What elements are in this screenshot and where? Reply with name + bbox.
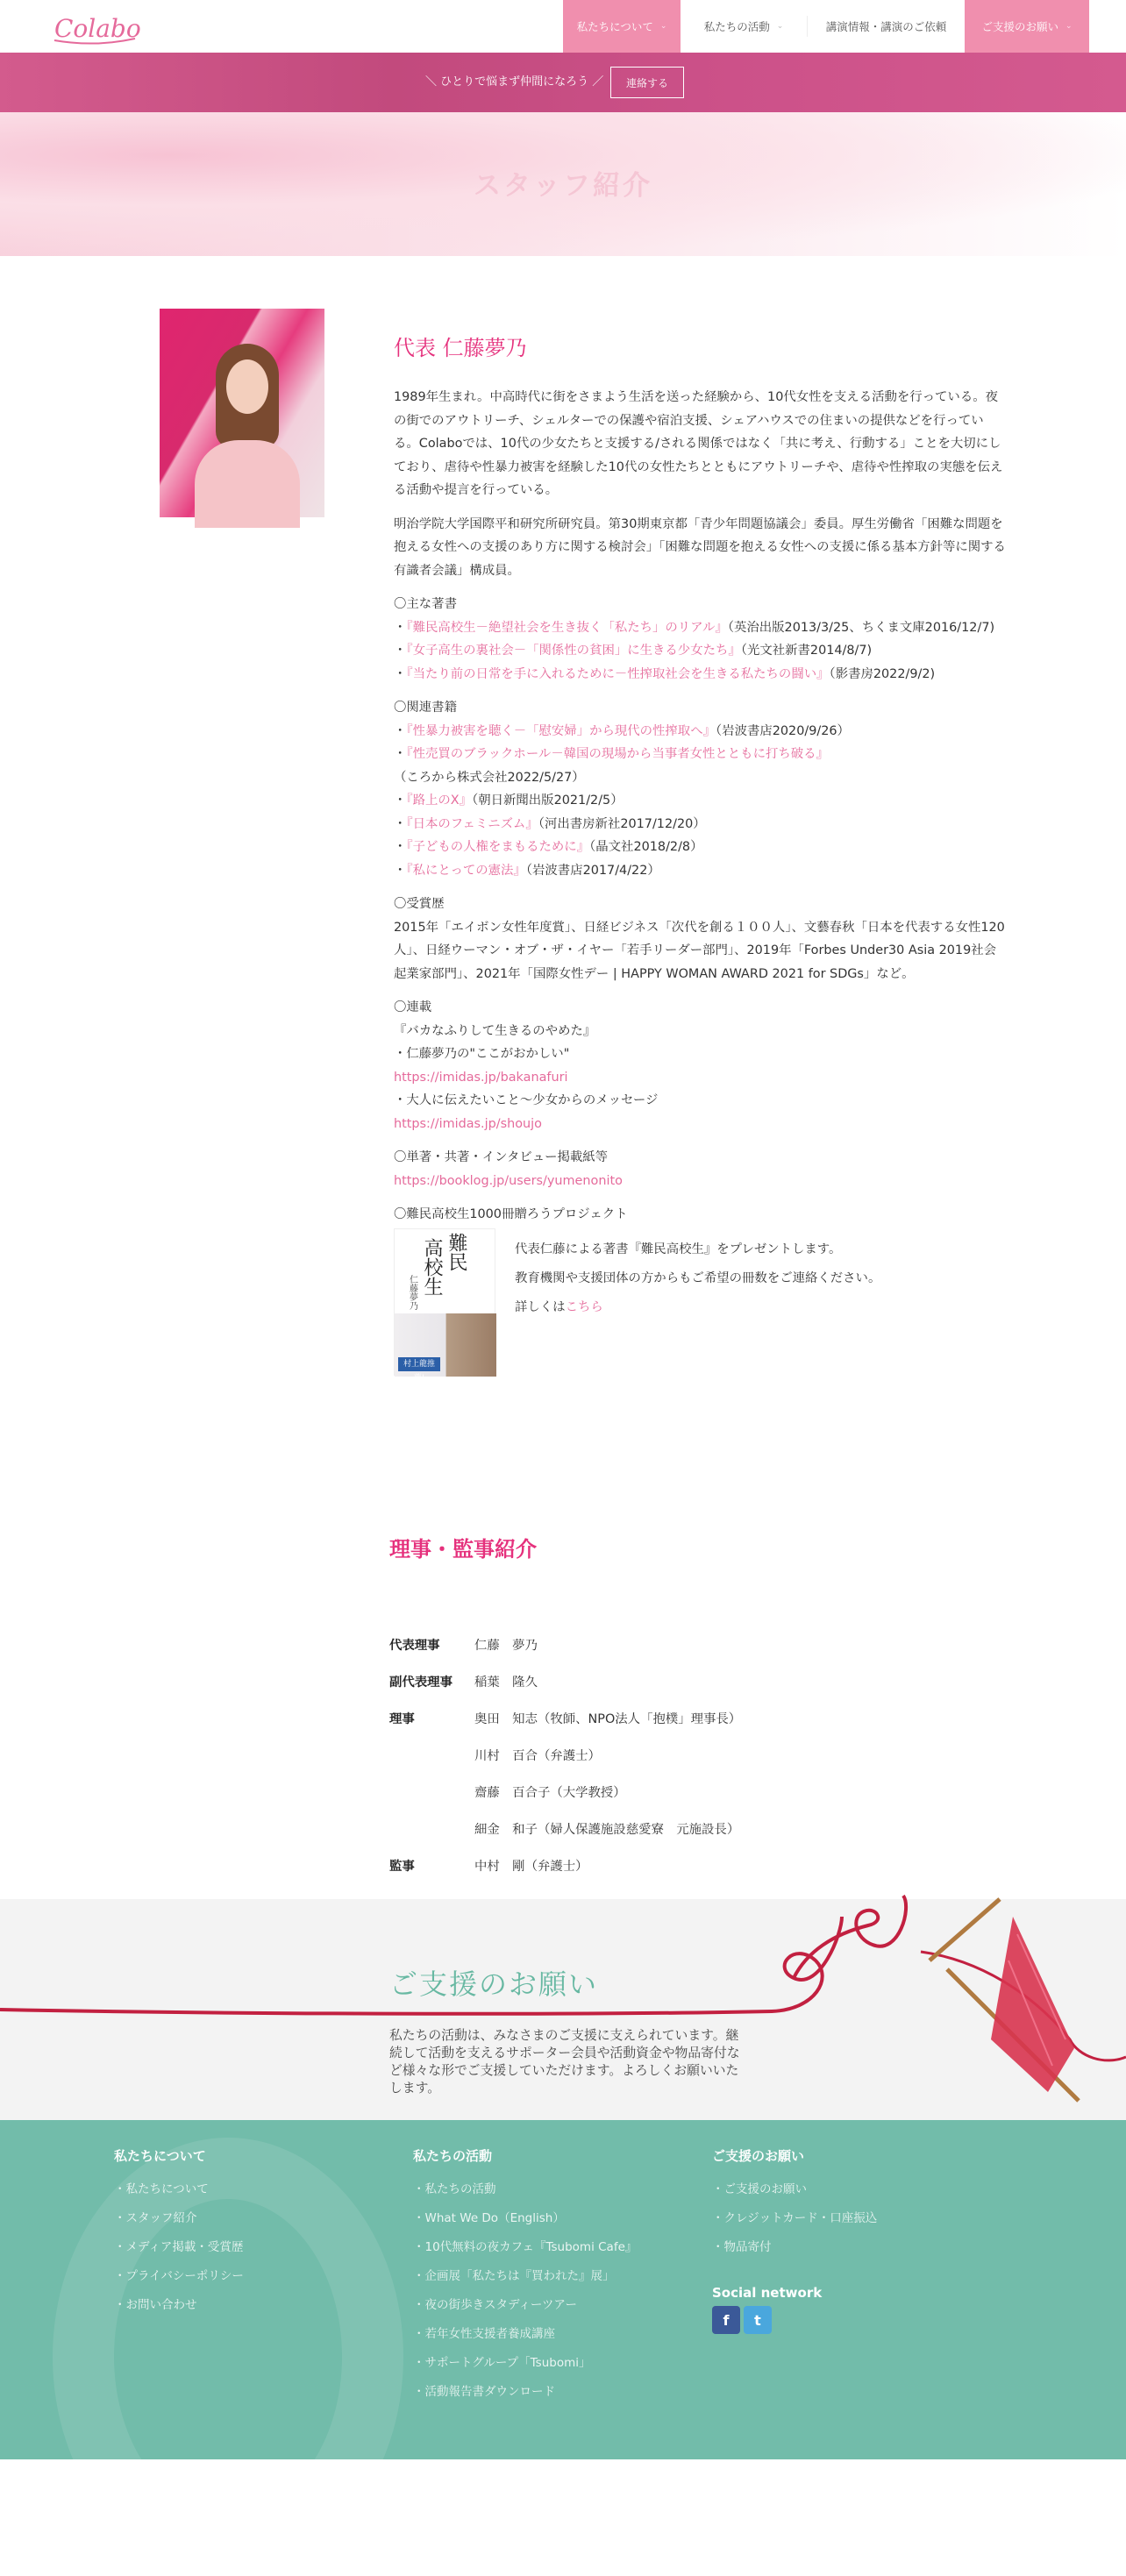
board-role: 監事	[389, 1859, 415, 1874]
nav-activities-label: 私たちの活動	[703, 20, 770, 33]
footer-link[interactable]: ・夜の街歩きスタディーツアー	[413, 2298, 577, 2312]
project-row	[394, 1225, 1008, 1383]
page-hero	[0, 112, 1126, 256]
footer-link[interactable]: ・私たちについて	[114, 2182, 209, 2196]
facebook-icon[interactable]: f	[712, 2306, 740, 2334]
footer-support-title: ご支援のお願い	[712, 2148, 805, 2164]
footer-link[interactable]: ・活動報告書ダウンロード	[413, 2385, 555, 2399]
book-note: （光文社新書2014/8/7)	[740, 644, 873, 658]
booklog-link[interactable]: https://booklog.jp/users/yumenonito	[394, 1173, 623, 1188]
support-banner[interactable]	[0, 1899, 1126, 2120]
chevron-down-icon: ⌄	[1065, 22, 1073, 31]
board-role: 理事	[389, 1711, 415, 1726]
related-note: （晶文社2018/2/8）	[589, 840, 703, 854]
footer-link[interactable]: ・企画展「私たちは『買われた』展」	[413, 2269, 615, 2283]
book-item: ・『当たり前の日常を手に入れるために－性搾取社会を生きる私たちの闘い』（影書房2022/9/2)	[394, 666, 936, 681]
book-cover-title-a: 難民	[445, 1232, 467, 1271]
social-links	[712, 2306, 877, 2334]
board-row	[389, 1626, 741, 1662]
related-link[interactable]: 『路上のX』	[406, 793, 473, 808]
related-heading: 〇関連書籍	[394, 701, 457, 715]
nav-activities[interactable]	[681, 0, 807, 53]
board-member: 齋藤 百合子（大学教授）	[474, 1785, 626, 1800]
book-cover-badge: 村上龍推薦!	[398, 1357, 440, 1371]
nav-support-label: ご支援のお願い	[981, 20, 1058, 33]
nav-about[interactable]	[563, 0, 681, 53]
chevron-down-icon: ⌄	[659, 22, 667, 31]
serial-item: ・大人に伝えたいこと〜少女からのメッセージ	[394, 1093, 659, 1107]
serial-link[interactable]: https://imidas.jp/bakanafuri	[394, 1070, 568, 1085]
nav-about-label: 私たちについて	[576, 20, 653, 33]
related-item: ・『子どもの人権をまもるために』（晶文社2018/2/8）	[394, 840, 703, 854]
footer-link[interactable]: ・私たちの活動	[413, 2182, 496, 2196]
serial-item: ・仁藤夢乃の"ここがおかしい"	[394, 1047, 570, 1061]
chevron-down-icon: ⌄	[776, 22, 784, 31]
related-note: （朝日新聞出版2021/2/5）	[472, 793, 624, 808]
project-line: 教育機関や支援団体の方からもご希望の冊数をご連絡ください。	[515, 1270, 881, 1285]
footer-activities-title: 私たちの活動	[413, 2148, 493, 2164]
footer-link[interactable]: ・What We Do（English）	[413, 2211, 565, 2225]
related-item: ・『路上のX』（朝日新聞出版2021/2/5）	[394, 793, 624, 808]
footer-link[interactable]: ・メディア掲載・受賞歴	[114, 2240, 244, 2254]
board-member: 仁藤 夢乃	[474, 1638, 538, 1653]
book-link[interactable]: 『女子高生の裏社会－「関係性の貧困」に生きる少女たち』	[406, 644, 741, 658]
book-cover-title-b: 高校生	[421, 1237, 443, 1296]
project-line: 代表仁藤による著書『難民高校生』をプレゼントします。	[515, 1242, 842, 1256]
contact-band-text: ＼ ひとりで悩まず仲間になろう ／	[425, 75, 604, 89]
photo-body	[195, 440, 300, 528]
footer-link[interactable]: ・10代無料の夜カフェ『Tsubomi Cafe』	[413, 2240, 638, 2254]
awards-section	[394, 893, 1008, 986]
related-link[interactable]: 『子どもの人権をまもるために』	[406, 840, 590, 854]
book-note: （英治出版2013/3/25、ちくま文庫2016/12/7)	[727, 620, 995, 635]
board-member: 川村 百合（弁護士）	[474, 1748, 601, 1763]
related-note: （ころから株式会社2022/5/27）	[394, 770, 585, 785]
project-detail-link[interactable]: こちら	[565, 1299, 603, 1314]
footer-link[interactable]: ・若年女性支援者養成講座	[413, 2327, 555, 2341]
footer-activities-column	[413, 2146, 637, 2407]
board-row	[389, 1736, 741, 1773]
footer-link[interactable]: ・サポートグループ「Tsubomi」	[413, 2356, 591, 2370]
awards-text: 2015年「エイボン女性年度賞」、日経ビジネス「次代を創る１００人」、文藝春秋「日本を代表する女性120人」、日経ウーマン・オブ・ザ・イヤー「若手リーダー部門」、2019年「Forbes Under30 Asia 2019社会起業家部門」、2021年「国際女性デー | HAPPY WOMAN AWARD 2021 for SDGs」など。	[394, 920, 1005, 981]
contact-band	[0, 53, 1126, 112]
book-link[interactable]: 『難民高校生－絶望社会を生き抜く「私たち」のリアル』	[406, 620, 728, 635]
related-books-section	[394, 696, 1008, 882]
footer-link[interactable]: ・物品寄付	[712, 2240, 772, 2254]
project-description	[515, 1235, 880, 1322]
board-member: 細金 和子（婦人保護施設慈愛寮 元施設長）	[474, 1822, 740, 1837]
board-row	[389, 1699, 741, 1736]
site-header	[0, 0, 1126, 53]
colabo-logo[interactable]	[51, 9, 139, 46]
books-heading: 〇主な著書	[394, 597, 457, 611]
book-cover[interactable]	[394, 1228, 495, 1383]
related-note: （岩波書店2017/4/22）	[525, 863, 660, 878]
support-text: 私たちの活動は、みなさまのご支援に支えられています。継続して活動を支えるサポーター会員や活動資金や物品寄付など様々な形でご支援していただけます。よろしくお願いいたします。	[389, 2028, 740, 2096]
footer-support-column	[712, 2146, 877, 2334]
nav-lectures[interactable]	[808, 0, 965, 53]
profile-photo	[160, 309, 324, 517]
book-note: （影書房2022/9/2)	[829, 666, 936, 681]
serial-heading: 〇連載	[394, 1000, 432, 1014]
footer-about-title: 私たちについて	[114, 2148, 206, 2164]
board-member: 稲葉 隆久	[474, 1675, 538, 1690]
board-role: 副代表理事	[389, 1675, 453, 1690]
serial-section	[394, 996, 1008, 1135]
footer-link[interactable]: ・お問い合わせ	[114, 2298, 197, 2312]
board-member: 中村 剛（弁護士）	[474, 1859, 588, 1874]
interview-section	[394, 1146, 1008, 1192]
footer-link[interactable]: ・プライバシーポリシー	[114, 2269, 244, 2283]
board-list	[389, 1626, 741, 1883]
project-line	[515, 1293, 880, 1322]
site-footer	[0, 2120, 1126, 2459]
photo-face	[226, 359, 268, 414]
footer-link[interactable]: ・ご支援のお願い	[712, 2182, 807, 2196]
related-note: （河出書房新社2017/12/20）	[538, 816, 706, 831]
social-title: Social network	[712, 2285, 823, 2301]
board-row	[389, 1847, 741, 1883]
profile-content	[394, 333, 1008, 1383]
related-item: ・『日本のフェミニズム』（河出書房新社2017/12/20）	[394, 816, 706, 831]
footer-about-column	[114, 2146, 244, 2320]
serial-title: 『バカなふりして生きるのやめた』	[394, 1023, 596, 1038]
related-item: ・『私にとっての憲法』（岩波書店2017/4/22）	[394, 863, 660, 878]
related-link[interactable]: 『性売買のブラックホール－韓国の現場から当事者女性とともに打ち破る』	[406, 747, 829, 761]
serial-link[interactable]: https://imidas.jp/shoujo	[394, 1116, 542, 1131]
project-detail-prefix: 詳しくは	[515, 1299, 566, 1314]
related-item: ・『性暴力被害を聴く－「慰安婦」から現代の性搾取へ』（岩波書店2020/9/26）	[394, 723, 850, 738]
board-row	[389, 1810, 741, 1847]
profile-bio-1: 1989年生まれ。中高時代に街をさまよう生活を送った経験から、10代女性を支える活動を行っている。夜の街でのアウトリーチ、シェルターでの保護や宿泊支援、シェアハウスでの住まいの提供などを行っている。Colaboでは、10代の少女たちと支援する/される関係ではなく「共に考え、行動する」ことを大切にしており、虐待や性暴力被害を経験した10代の女性たちとともにアウトリーチや、虐待や性搾取の実態を伝える活動や提言を行っている。	[394, 390, 1003, 497]
project-heading: 〇難民高校生1000冊贈ろうプロジェクト	[394, 1207, 628, 1221]
awards-heading: 〇受賞歴	[394, 897, 445, 911]
related-note: （岩波書店2020/9/26）	[715, 723, 850, 738]
book-item: ・『難民高校生－絶望社会を生き抜く「私たち」のリアル』（英治出版2013/3/25、ちくま文庫2016/12/7)	[394, 620, 995, 635]
related-link[interactable]: 『日本のフェミニズム』	[406, 816, 538, 831]
svg-text:Colabo: Colabo	[54, 14, 141, 43]
main-nav	[563, 0, 1089, 53]
nav-support[interactable]	[965, 0, 1089, 53]
board-member: 奥田 知志（牧師、NPO法人「抱樸」理事長）	[474, 1711, 742, 1726]
book-link[interactable]: 『当たり前の日常を手に入れるために－性搾取社会を生きる私たちの闘い』	[406, 666, 830, 681]
profile-bio-2: 明治学院大学国際平和研究所研究員。第30期東京都「青少年問題協議会」委員。厚生労働省「困難な問題を抱える女性への支援のあり方に関する検討会」「困難な問題を抱える女性への支援に係る基本方針等に関する有識者会議」構成員。	[394, 516, 1006, 578]
twitter-icon[interactable]: t	[744, 2306, 772, 2334]
book-cover-author: 仁藤夢乃	[407, 1274, 417, 1310]
related-link[interactable]: 『性暴力被害を聴く－「慰安婦」から現代の性搾取へ』	[406, 723, 716, 738]
board-row	[389, 1662, 741, 1699]
board-role: 代表理事	[389, 1638, 440, 1653]
book-item: ・『女子高生の裏社会－「関係性の貧困」に生きる少女たち』（光文社新書2014/8/7)	[394, 644, 873, 658]
page-title: スタッフ紹介	[474, 170, 652, 202]
board-title: 理事・監事紹介	[389, 1537, 537, 1562]
footer-link[interactable]: ・スタッフ紹介	[114, 2211, 197, 2225]
related-item: ・『性売買のブラックホール－韓国の現場から当事者女性とともに打ち破る』（ころから株式会社2022/5/27）	[394, 747, 829, 785]
related-link[interactable]: 『私にとっての憲法』	[406, 863, 526, 878]
nav-lectures-label: 講演情報・講演のご依頼	[825, 20, 947, 33]
contact-button[interactable]: 連絡する	[610, 67, 684, 98]
board-row	[389, 1773, 741, 1810]
footer-link[interactable]: ・クレジットカード・口座振込	[712, 2211, 878, 2225]
profile-title: 代表 仁藤夢乃	[394, 336, 527, 360]
interview-heading: 〇単著・共著・インタビュー掲載紙等	[394, 1150, 609, 1164]
books-section	[394, 593, 1008, 686]
support-title: ご支援のお願い	[389, 1968, 599, 2001]
